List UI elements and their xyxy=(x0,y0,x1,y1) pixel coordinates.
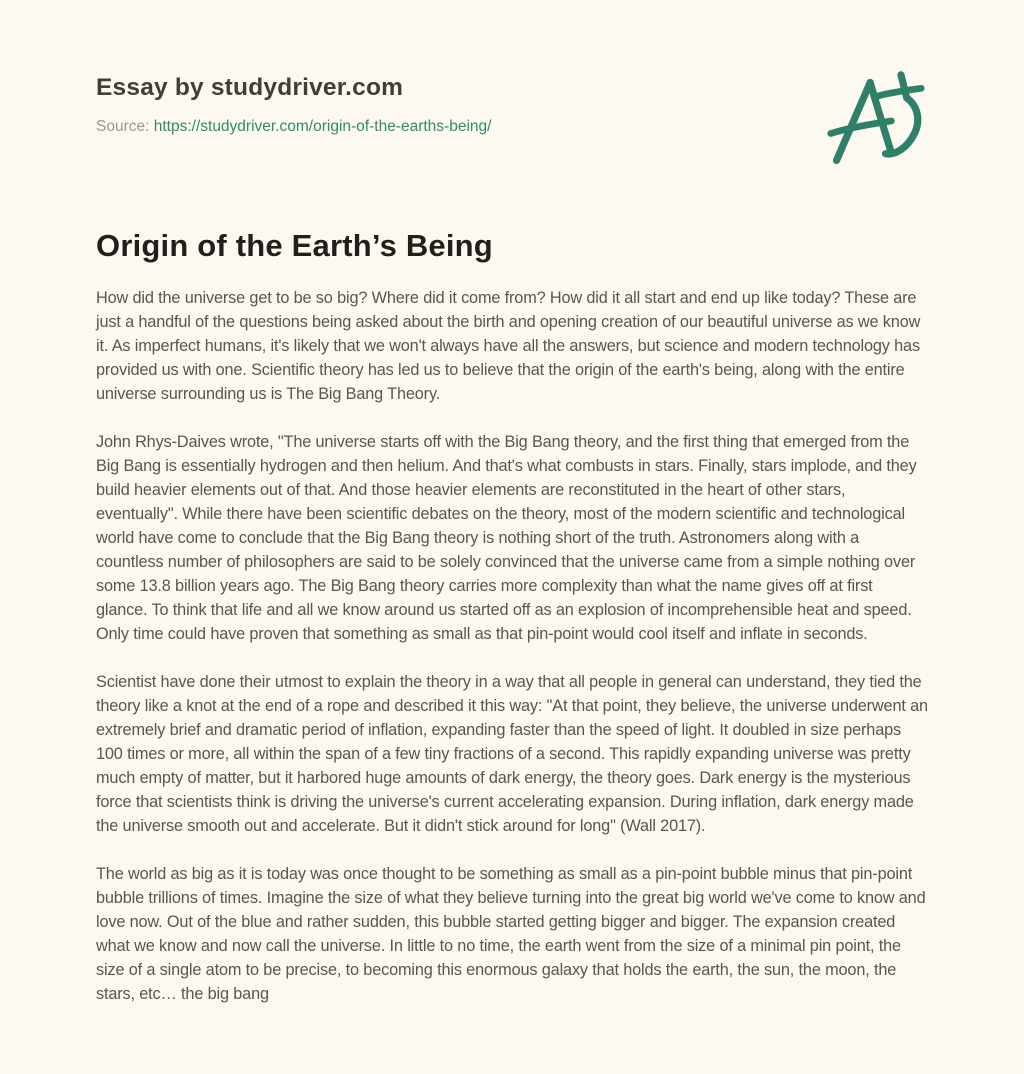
essay-paragraph: Scientist have done their utmost to explain the theory in a way that all people in general can understand, they tied the theory like a knot at the end of a rope and described it this way: "At that point, they believe, the universe underwent an extremely brief and dramatic period of inflation, expanding faster than the speed of light. It doubled in size perhaps 100 times or more, all within the span of a few tiny fractions of a second. This rapidly expanding universe was pretty much empty of matter, but it harbored huge amounts of dark energy, the theory goes. Dark energy is the mysterious force that scientists think is driving the universe's current accelerating expansion. During inflation, dark energy made the universe smooth out and accelerate. But it didn't stick around for long" (Wall 2017). xyxy=(96,673,928,835)
essay-paragraph: The world as big as it is today was once thought to be something as small as a pin-point bubble minus that pin-point bubble trillions of times. Imagine the size of what they believe turning into the great big world we've come to know and love now. Out of the blue and rather sudden, this bubble started getting bigger and bigger. The expansion created what we know and now call the universe. In little to no time, the earth went from the size of a minimal pin point, the size of a single atom to be precise, to becoming this enormous galaxy that holds the earth, the sun, the moon, the stars, etc… the big bang xyxy=(96,865,926,1003)
document-header xyxy=(96,0,928,136)
studydriver-logo xyxy=(822,70,928,171)
source-label: Source: xyxy=(96,118,150,135)
essay-title: Origin of the Earth’s Being xyxy=(96,228,493,263)
essay-paragraph: How did the universe get to be so big? Where did it come from? How did it all start and end up like today? These are just a handful of the questions being asked about the birth and opening creation of our beautiful universe as we know it. As imperfect humans, it's likely that we won't always have all the answers, but science and modern technology has provided us with one. Scientific theory has led us to believe that the origin of the earth's being, along with the entire universe surrounding us is The Big Bang Theory. xyxy=(96,289,921,403)
a-plus-logo-icon xyxy=(822,70,928,171)
header-title: Essay by studydriver.com xyxy=(96,74,404,101)
source-line xyxy=(96,118,928,136)
essay-paragraph: John Rhys-Daives wrote, "The universe starts off with the Big Bang theory, and the first thing that emerged from the Big Bang is essentially hydrogen and then helium. And that's what combusts in stars. Finally, stars implode, and they build heavier elements out of that. And those heavier elements are reconstituted in the heart of other stars, eventually". While there have been scientific debates on the theory, most of the modern scientific and technological world have come to conclude that the Big Bang theory is nothing short of the truth. Astronomers along with a countless number of philosophers are said to be solely convinced that the universe came from a simple nothing over some 13.8 billion years ago. The Big Bang theory carries more complexity than what the name gives off at first glance. To think that life and all we know around us started off as an explosion of incomprehensible heat and speed. Only time could have proven that something as small as that pin-point would cool itself and inflate in seconds. xyxy=(96,433,917,643)
source-link[interactable]: https://studydriver.com/origin-of-the-earths-being/ xyxy=(153,118,492,135)
essay-body xyxy=(96,286,928,1006)
